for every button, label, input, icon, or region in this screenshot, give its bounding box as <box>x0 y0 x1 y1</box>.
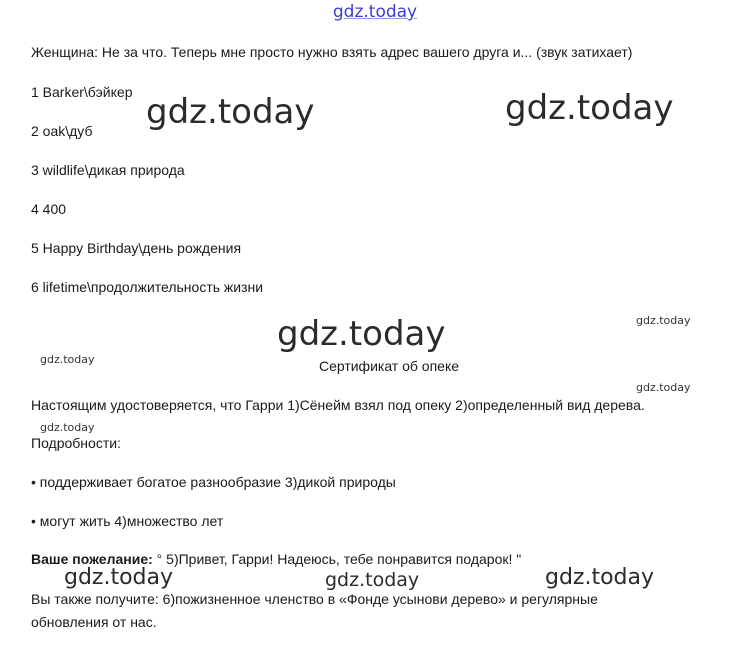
watermark: gdz.today <box>505 88 674 128</box>
answer-item-2: 2 oak\дуб <box>31 123 93 139</box>
intro-line: Женщина: Не за что. Теперь мне просто нужно взять адрес вашего друга и... (звук затихает) <box>31 44 633 60</box>
watermark: gdz.today <box>545 565 655 590</box>
watermark: gdz.today <box>277 314 446 354</box>
watermark: gdz.today <box>40 421 95 434</box>
header-watermark: gdz.today <box>332 2 418 22</box>
answer-item-6: 6 lifetime\продолжительность жизни <box>31 279 264 295</box>
details-label: Подробности: <box>31 435 121 451</box>
watermark: gdz.today <box>636 314 691 327</box>
receive-line-2: обновления от нас. <box>31 614 157 630</box>
receive-line-1: Вы также получите: 6)пожизненное членство в «Фонде усынови дерево» и регулярные <box>31 591 598 607</box>
watermark: gdz.today <box>325 569 420 591</box>
watermark: gdz.today <box>146 92 315 132</box>
watermark: gdz.today <box>40 353 95 366</box>
bullet-item-2: • могут жить 4)множество лет <box>31 513 224 529</box>
answer-item-3: 3 wildlife\дикая природа <box>31 162 185 178</box>
answer-item-5: 5 Happy Birthday\день рождения <box>31 240 242 256</box>
wish-text: ° 5)Привет, Гарри! Надеюсь, тебе понравится подарок! " <box>152 551 522 567</box>
wish-label: Ваше пожелание: <box>31 551 153 567</box>
certify-line: Настоящим удостоверяется, что Гарри 1)Сёнейм взял под опеку 2)определенный вид дерева. <box>31 397 645 413</box>
watermark: gdz.today <box>636 381 691 394</box>
answer-item-1: 1 Barker\бэйкер <box>31 84 133 100</box>
answer-item-4: 4 400 <box>31 201 67 217</box>
bullet-item-1: • поддерживает богатое разнообразие 3)дикой природы <box>31 474 396 490</box>
certificate-title: Сертификат об опеке <box>318 358 460 374</box>
watermark: gdz.today <box>64 565 174 590</box>
